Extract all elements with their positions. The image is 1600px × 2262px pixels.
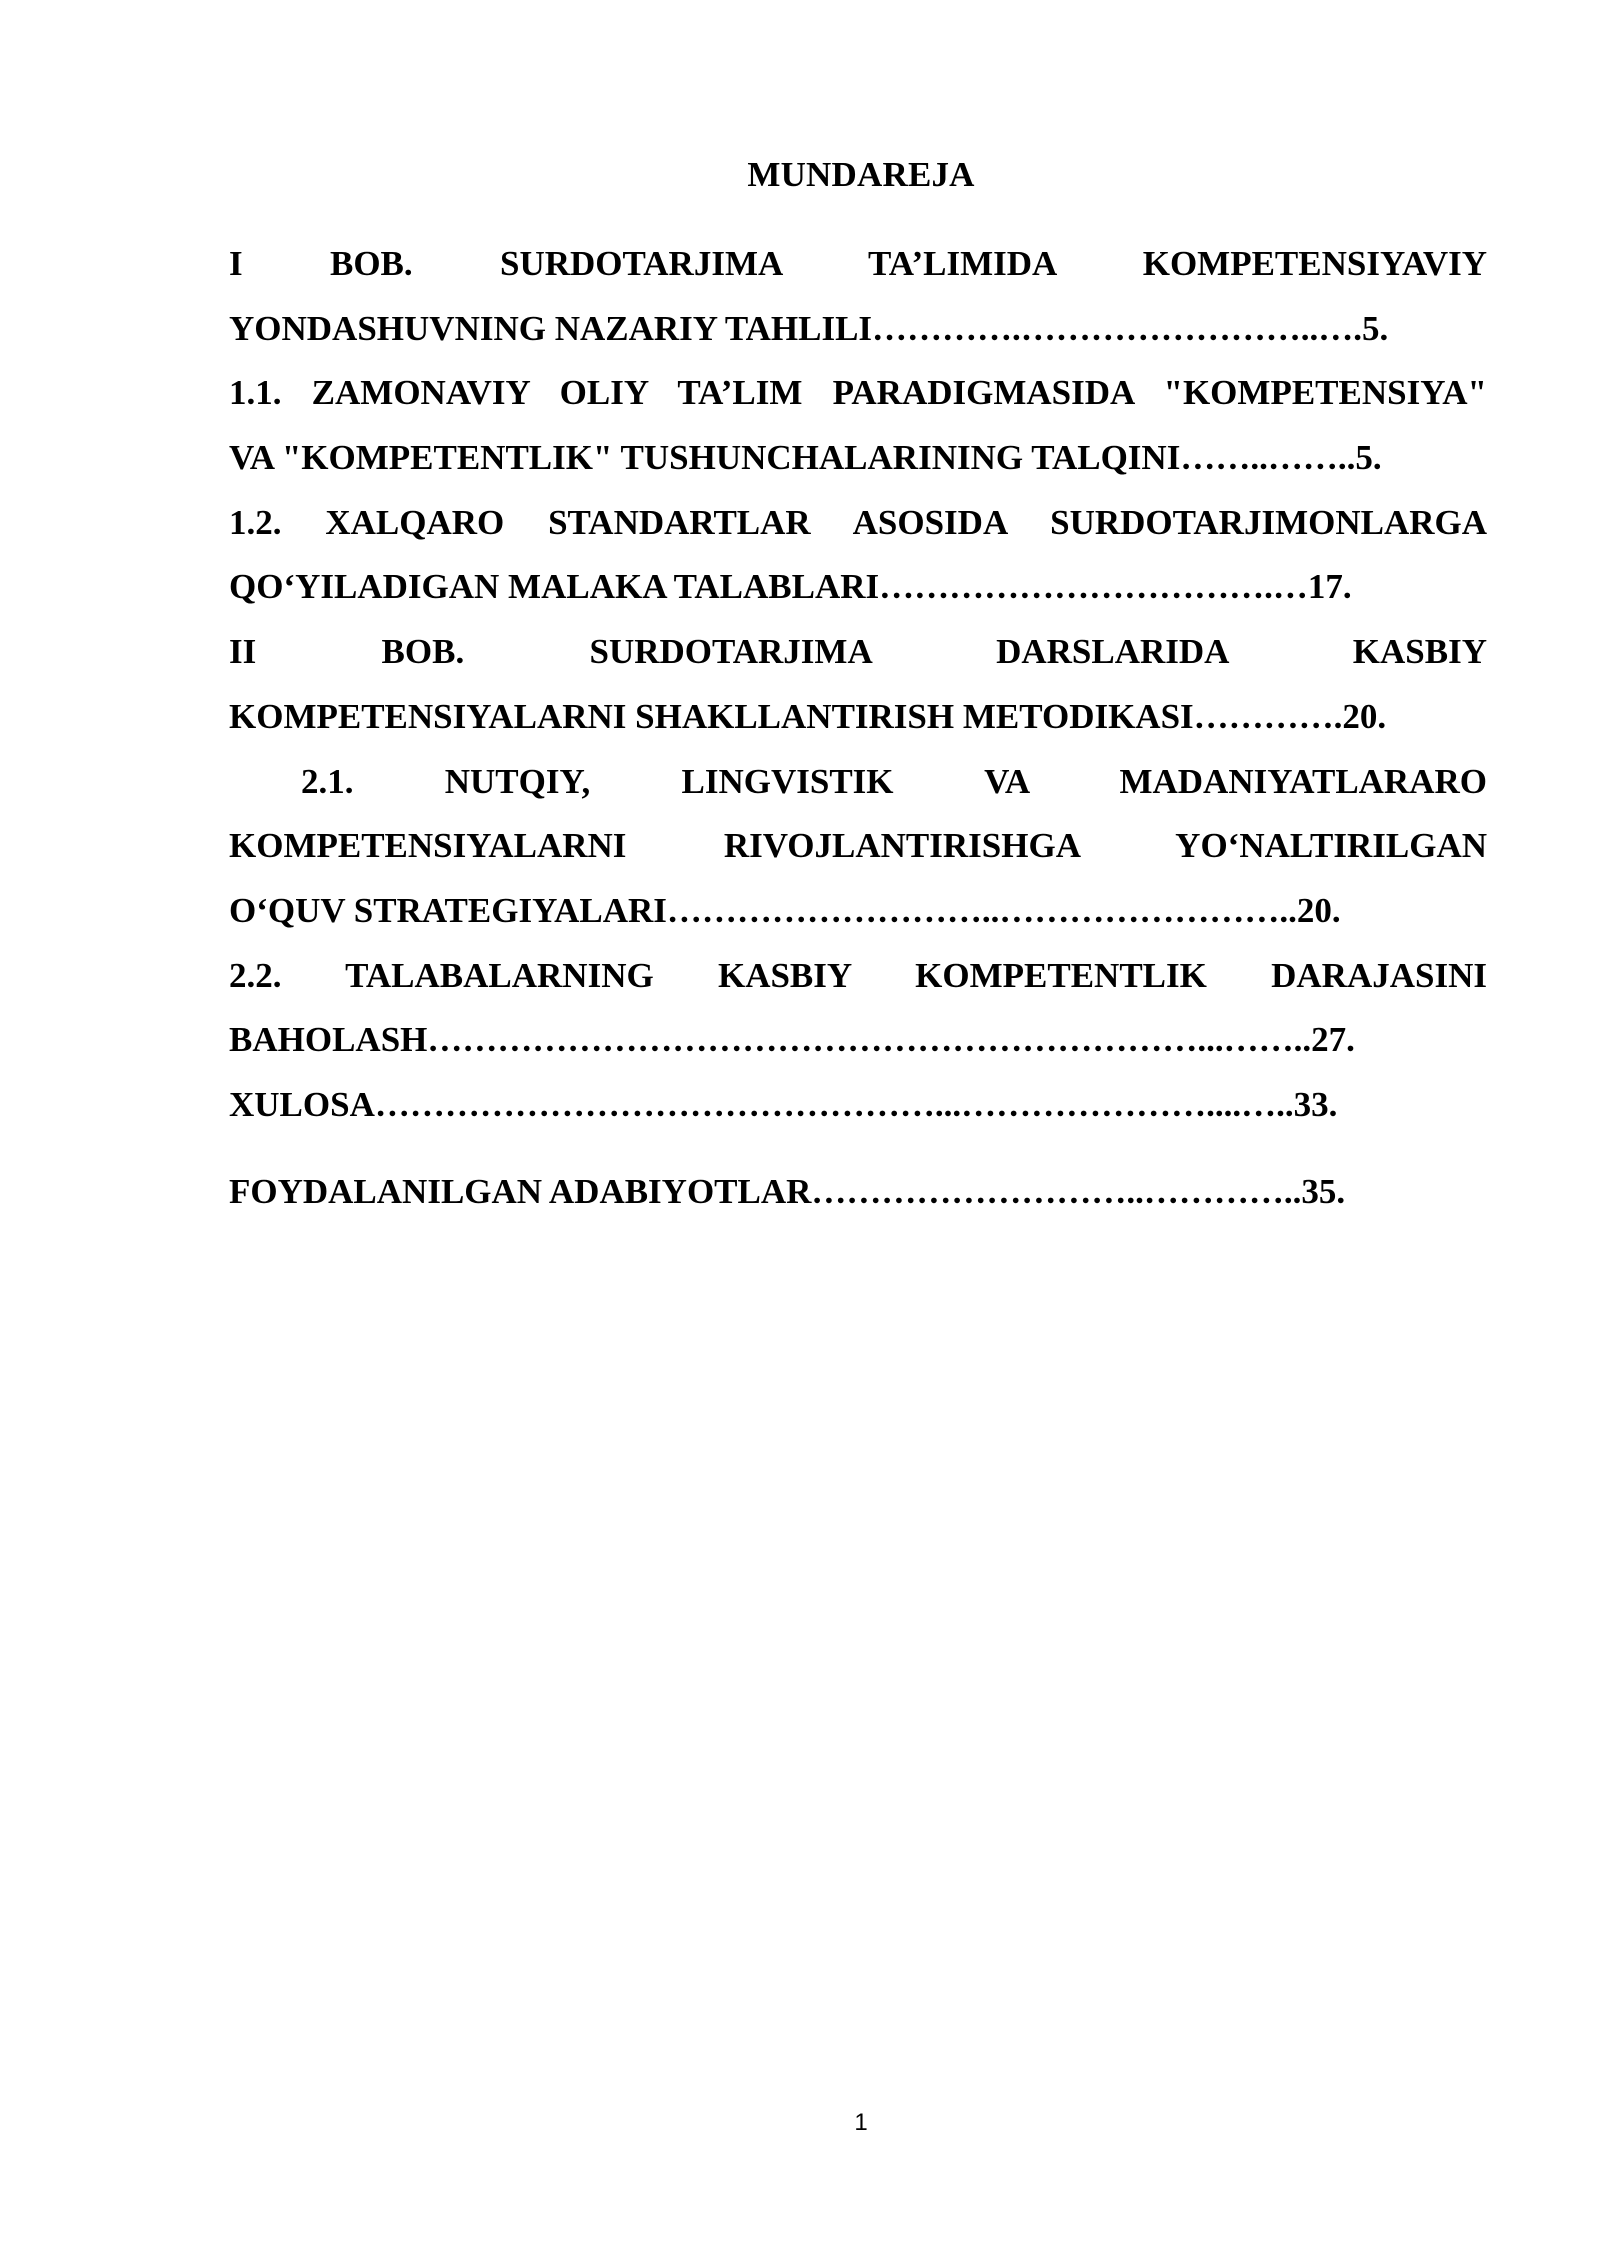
toc-chapter-2-heading-line-1: II BOB. SURDOTARJIMA DARSLARIDA KASBIY — [229, 632, 1487, 672]
toc-section-1-2-line-2: QO‘YILADIGAN MALAKA TALABLARI…………………………….…17. — [229, 567, 1352, 607]
toc-section-2-2-line-1: 2.2. TALABALARNING KASBIY KOMPETENTLIK DARAJASINI — [229, 955, 1487, 995]
toc-section-2-1-line-3: O‘QUV STRATEGIYALARI………………………..……………………..20. — [229, 890, 1341, 930]
toc-conclusion: XULOSA…………………………………………...…………………....…..33. — [229, 1084, 1338, 1124]
page-number: 1 — [854, 2109, 868, 2136]
toc-chapter-2-heading-line-2: KOMPETENSIYALARNI SHAKLLANTIRISH METODIKASI………….20. — [229, 696, 1387, 736]
toc-references: FOYDALANILGAN ADABIYOTLAR………………………..…………..35. — [229, 1171, 1346, 1211]
toc-section-2-2-line-2: BAHOLASH…………………………………………………………...……..27. — [229, 1020, 1355, 1060]
toc-section-1-2-line-1: 1.2. XALQARO STANDARTLAR ASOSIDA SURDOTARJIMONLARGA — [229, 502, 1487, 542]
toc-section-1-1-line-2: VA "KOMPETENTLIK" TUSHUNCHALARINING TALQINI……..……..5. — [229, 438, 1382, 478]
toc-section-2-1-line-2: KOMPETENSIYALARNI RIVOJLANTIRISHGA YO‘NALTIRILGAN — [229, 826, 1487, 866]
toc-chapter-1-heading-line-1: I BOB. SURDOTARJIMA TA’LIMIDA KOMPETENSIYAVIY — [229, 244, 1487, 283]
toc-section-2-1-line-1: 2.1. NUTQIY, LINGVISTIK VA MADANIYATLARARO — [301, 761, 1487, 801]
table-of-contents — [229, 232, 1487, 1224]
toc-chapter-1-heading-line-2: YONDASHUVNING NAZARIY TAHLILI………….……………………..….5. — [229, 308, 1389, 348]
toc-section-1-1-line-1: 1.1. ZAMONAVIY OLIY TA’LIM PARADIGMASIDA "KOMPETENSIYA" — [229, 373, 1487, 413]
page-title: MUNDAREJA — [747, 155, 975, 194]
